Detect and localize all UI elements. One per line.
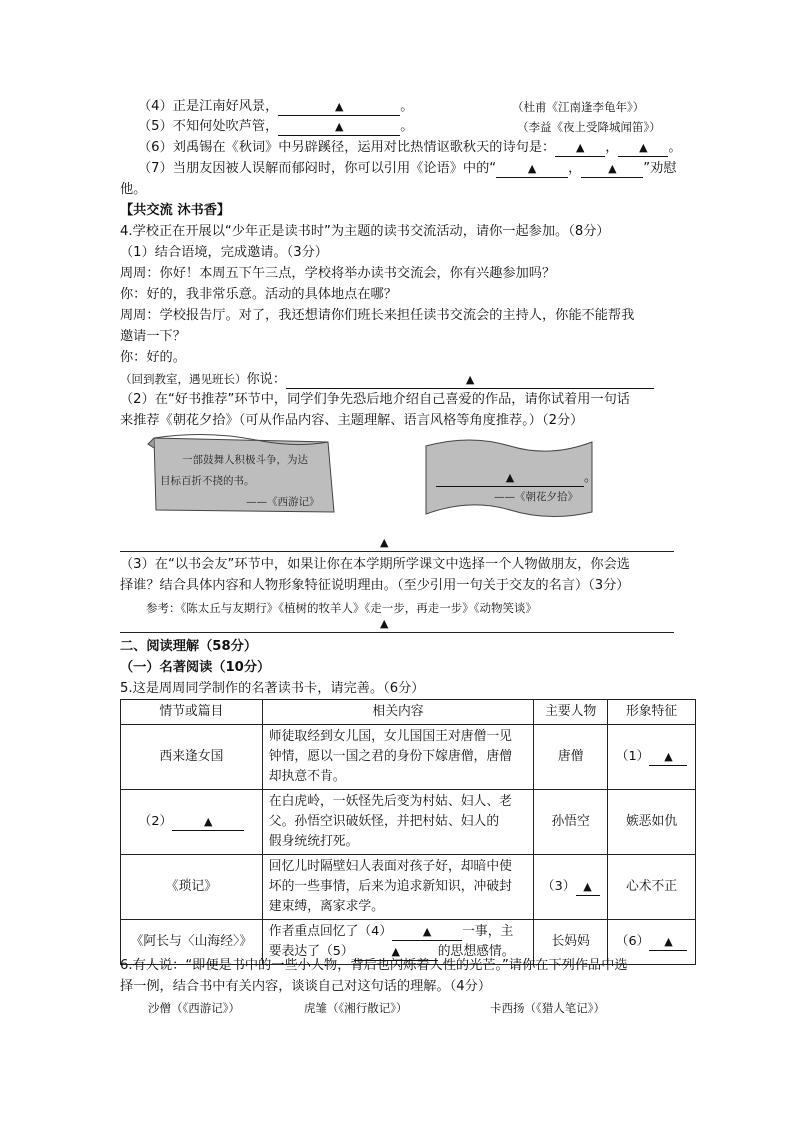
table-row <box>121 790 696 855</box>
answer-blank[interactable]: ▲ <box>576 879 600 896</box>
table-row <box>121 725 696 790</box>
table-cell: 回忆儿时隔壁妇人表面对孩子好，却暗中使 坏的一些事情，后来为追求新知识，冲破封 建束缚，离家求学。 <box>262 855 533 920</box>
answer-blank[interactable]: ▲ <box>649 749 687 766</box>
poem-source: （杜甫《江南逢李龟年》） <box>512 100 645 114</box>
dialogue-line: 周周：你好！本周五下午三点，学校将举办读书交流会，你有兴趣参加吗？ <box>120 266 556 281</box>
ribbon-left-source: ——《西游记》 <box>246 496 320 508</box>
table-header: 形象特征 <box>608 700 696 725</box>
answer-marker: ▲ <box>380 536 389 549</box>
section-2-title: 二、阅读理解（58分） <box>120 639 258 654</box>
answer-blank[interactable]: ▲ <box>436 470 584 487</box>
dialogue-line: 邀请一下？ <box>120 329 186 344</box>
table-header-row <box>121 700 696 725</box>
table-cell: 《阿长与〈山海经〉》 <box>121 920 263 965</box>
answer-line[interactable] <box>120 551 674 552</box>
answer-blank[interactable]: ▲ <box>392 924 462 941</box>
answer-blank[interactable]: ▲ <box>278 99 400 116</box>
answer-line[interactable] <box>120 632 674 633</box>
poem-q7: （7）当朋友因被人误解而郁闷时，你可以引用《论语》中的“ ▲ ， ▲ ”劝慰 <box>138 161 677 176</box>
question-4-intro: 4.学校正在开展以“少年正是读书时”为主题的读书交流活动，请你一起参加。（8分） <box>120 224 610 239</box>
question-6-option: 卡西扬（《猎人笔记》） <box>490 1001 605 1015</box>
table-cell: 作者重点回忆了（4） ▲ 一事，主 要表达了（5） ▲ 的思想感情。 <box>262 920 533 965</box>
ribbon-left-line2: 目标百折不挠的书。 <box>160 475 255 487</box>
answer-blank[interactable]: ▲ <box>618 140 668 157</box>
table-cell: 孙悟空 <box>534 790 608 855</box>
poem-q7-cont: 他。 <box>120 182 147 197</box>
answer-marker: ▲ <box>380 617 389 630</box>
poem-q6: （6）刘禹锡在《秋词》中另辟蹊径，运用对比热情讴歌秋天的诗句是： ▲ ， ▲ 。 <box>138 140 682 155</box>
question-4-3-reference: 参考：《陈太丘与友期行》《植树的牧羊人》《走一步，再走一步》《动物笑谈》 <box>146 601 537 615</box>
ribbon-right-source: ——《朝花夕拾》 <box>494 491 578 503</box>
question-6-option: 虎雏（《湘行散记》） <box>304 1001 408 1015</box>
answer-blank[interactable]: ▲ <box>496 161 568 178</box>
question-6-line1: 6.有人说：“即便是书中的一些小人物，背后也闪烁着人性的光芒。”请你在下列作品中选 <box>120 958 628 973</box>
table-cell: （3） ▲ <box>534 855 608 920</box>
table-cell: 嫉恶如仇 <box>608 790 696 855</box>
table-cell: 心术不正 <box>608 855 696 920</box>
table-cell: 在白虎岭，一妖怪先后变为村姑、妇人、老 父。孙悟空识破妖怪，并把村姑、妇人的 假身统统打死。 <box>262 790 533 855</box>
poem-q5: （5）不知何处吹芦管， ▲ 。 <box>138 119 414 134</box>
question-4-2-line2: 来推荐《朝花夕拾》（可从作品内容、主题理解、语言风格等角度推荐。）（2分） <box>120 413 584 428</box>
answer-blank[interactable]: ▲ <box>649 934 687 951</box>
table-header: 相关内容 <box>262 700 533 725</box>
answer-blank[interactable]: ▲ <box>581 161 643 178</box>
table-header: 主要人物 <box>534 700 608 725</box>
question-6-line2: 择一例，结合书中有关内容，谈谈自己对这句话的理解。（4分） <box>120 979 492 994</box>
dialogue-line: 你：好的，我非常乐意。活动的具体地点在哪？ <box>120 287 397 302</box>
section-2-subtitle: （一）名著阅读（10分） <box>120 660 271 675</box>
question-4-3-line2: 择谁？结合具体内容和人物形象特征说明理由。（至少引用一句关于交友的名言）（3分） <box>120 578 630 593</box>
table-cell: 《琐记》 <box>121 855 263 920</box>
ribbon-left-line1: 一部鼓舞人积极斗争，为达 <box>182 454 308 466</box>
answer-blank[interactable]: ▲ <box>172 814 244 831</box>
question-6-option: 沙僧（《西游记》） <box>148 1001 240 1015</box>
question-4-2-line1: （2）在“好书推荐”环节中，同学们争先恐后地介绍自己喜爱的作品，请你试着用一句话 <box>120 392 630 407</box>
poem-q4: （4）正是江南好风景， ▲ 。 <box>138 99 414 114</box>
question-5-intro: 5.这是周周同学制作的名著读书卡，请完善。（6分） <box>120 681 425 696</box>
table-cell: （1） ▲ <box>608 725 696 790</box>
table-row <box>121 855 696 920</box>
section-title: 【共交流 沐书香】 <box>120 203 231 218</box>
ribbon-right-answer: ▲ 。 <box>436 466 597 487</box>
table-cell: 西来逢女国 <box>121 725 263 790</box>
question-4-3-line1: （3）在“以书会友”环节中，如果让你在本学期所学课文中选择一个人物做朋友，你会选 <box>120 557 630 572</box>
table-cell: （2） ▲ <box>121 790 263 855</box>
table-header: 情节或篇目 <box>121 700 263 725</box>
dialogue-answer-line: （回到教室，遇见班长）你说： ▲ <box>120 369 654 390</box>
reading-card-table <box>120 699 696 965</box>
answer-blank[interactable]: ▲ <box>278 119 400 136</box>
table-cell: 长妈妈 <box>534 920 608 965</box>
poem-source: （李益《夜上受降城闻笛》） <box>517 120 661 134</box>
dialogue-line: 周周：学校报告厅。对了，我还想请你们班长来担任读书交流会的主持人，你能不能帮我 <box>120 308 635 323</box>
dialogue-line: 你：好的。 <box>120 350 186 365</box>
answer-blank[interactable]: ▲ <box>555 140 605 157</box>
table-cell: 唐僧 <box>534 725 608 790</box>
question-4-1-title: （1）结合语境，完成邀请。（3分） <box>120 245 328 260</box>
table-cell: 师徒取经到女儿国，女儿国国王对唐僧一见 钟情，愿以一国之君的身份下嫁唐僧，唐僧 却执意不肯。 <box>262 725 533 790</box>
table-cell: （6） ▲ <box>608 920 696 965</box>
answer-blank[interactable]: ▲ <box>286 372 654 389</box>
answer-blank[interactable]: ▲ <box>354 944 438 961</box>
